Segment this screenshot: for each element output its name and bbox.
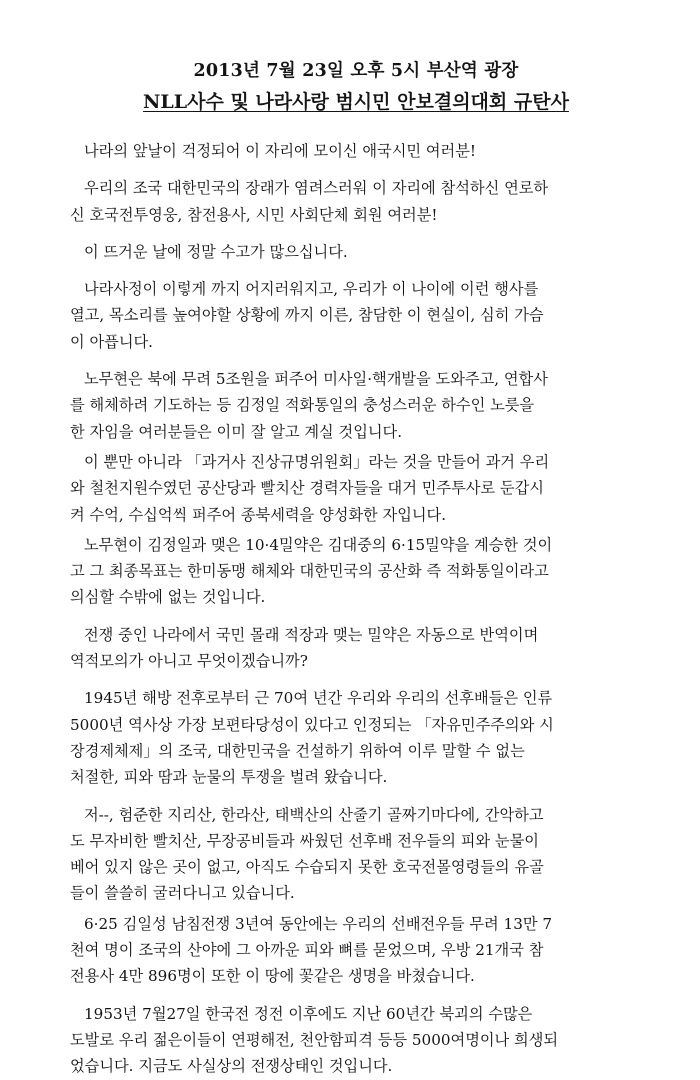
paragraph-line: 장경제체제」의 조국, 대한민국을 건설하기 위하여 이루 말할 수 없는 bbox=[70, 741, 525, 760]
paragraph-line: 도 무자비한 빨치산, 무장공비들과 싸웠던 선후배 전우들의 피와 눈물이 bbox=[70, 831, 539, 850]
paragraph-line: 이 아픕니다. bbox=[70, 332, 154, 351]
paragraph-line: 베어 있지 않은 곳이 없고, 아직도 수습되지 못한 호국전몰영령들의 유골 bbox=[70, 858, 544, 877]
paragraph-line: 이 뿐만 아니라 「과거사 진상규명위원회」라는 것을 만들어 과거 우리 bbox=[84, 452, 550, 471]
paragraph-line: 6·25 김일성 남침전쟁 3년여 동안에는 우리의 선배전우들 무려 13만 7 bbox=[84, 914, 553, 933]
paragraph-line: 와 철천지원수였던 공산당과 빨치산 경력자들을 대거 민주투사로 둔갑시 bbox=[70, 479, 544, 498]
paragraph-line: 의심할 수밖에 없는 것입니다. bbox=[70, 588, 266, 607]
paragraph-line: 천여 명이 조국의 산야에 그 아까운 피와 뼈를 묻었으며, 우방 21개국 참 bbox=[70, 941, 544, 960]
document-title-text: NLL사수 및 나라사랑 범시민 안보결의대회 규탄사 bbox=[143, 91, 569, 113]
header-date-location: 2013년 7월 23일 오후 5시 부산역 광장 bbox=[193, 61, 519, 81]
body-paragraph bbox=[70, 239, 642, 265]
paragraph-line: 를 해체하려 기도하는 등 김정일 적화통일의 충성스러운 하수인 노릇을 bbox=[70, 396, 535, 415]
body-paragraph bbox=[70, 138, 642, 164]
paragraph-line: 이 뜨거운 날에 정말 수고가 많으십니다. bbox=[84, 242, 348, 261]
paragraph-line: 역적모의가 아니고 무엇이겠습니까? bbox=[70, 652, 308, 671]
body-paragraph bbox=[70, 622, 642, 675]
paragraph-line: 노무현이 김정일과 맺은 10·4밀약은 김대중의 6·15밀약을 계승한 것이 bbox=[84, 535, 553, 554]
paragraph-line: 한 자임을 여러분들은 이미 잘 알고 계실 것입니다. bbox=[70, 422, 403, 441]
paragraph-line: 었습니다. 지금도 사실상의 전쟁상태인 것입니다. bbox=[70, 1057, 393, 1076]
paragraph-line: 나라의 앞날이 걱정되어 이 자리에 모이신 애국시민 여러분! bbox=[84, 142, 477, 160]
body-paragraph bbox=[70, 685, 642, 790]
body-paragraph bbox=[70, 366, 642, 445]
paragraph-line: 1953년 7월27일 한국전 정전 이후에도 지난 60년간 북괴의 수많은 bbox=[84, 1004, 533, 1023]
paragraph-line: 처절한, 피와 땀과 눈물의 투쟁을 벌려 왔습니다. bbox=[70, 768, 388, 787]
document-body bbox=[70, 138, 642, 1080]
body-paragraph bbox=[70, 802, 642, 907]
paragraph-line: 전용사 4만 896명이 또한 이 땅에 꽃같은 생명을 바쳤습니다. bbox=[70, 967, 475, 986]
paragraph-line: 5000년 역사상 가장 보편타당성이 있다고 인정되는 「자유민주주의와 시 bbox=[70, 715, 554, 734]
paragraph-line: 1945년 해방 전후로부터 근 70여 년간 우리와 우리의 선후배들은 인류 bbox=[84, 689, 553, 708]
paragraph-line: 들이 쓸쓸히 굴러다니고 있습니다. bbox=[70, 884, 295, 903]
paragraph-line: 노무현은 북에 무려 5조원을 퍼주어 미사일·핵개발을 도와주고, 연합사 bbox=[84, 370, 548, 389]
paragraph-line: 열고, 목소리를 높여야할 상황에 까지 이른, 참담한 이 현실이, 심히 가슴 bbox=[70, 306, 544, 325]
paragraph-line: 신 호국전투영웅, 참전용사, 시민 사회단체 회원 여러분! bbox=[70, 205, 438, 224]
document-title bbox=[70, 88, 642, 116]
body-paragraph bbox=[70, 911, 642, 990]
body-paragraph bbox=[70, 175, 642, 228]
body-paragraph bbox=[70, 276, 642, 355]
paragraph-line: 저--, 험준한 지리산, 한라산, 태백산의 산줄기 골짜기마다에, 간악하고 bbox=[84, 805, 544, 824]
paragraph-line: 우리의 조국 대한민국의 장래가 염려스러워 이 자리에 참석하신 연로하 bbox=[84, 179, 549, 198]
paragraph-line: 전쟁 중인 나라에서 국민 몰래 적장과 맺는 밀약은 자동으로 반역이며 bbox=[84, 625, 539, 644]
body-paragraph bbox=[70, 449, 642, 528]
body-paragraph bbox=[70, 532, 642, 611]
paragraph-line: 나라사정이 이렇게 까지 어지러워지고, 우리가 이 나이에 이런 행사를 bbox=[84, 280, 539, 299]
body-paragraph bbox=[70, 1001, 642, 1080]
paragraph-line: 고 그 최종목표는 한미동맹 해체와 대한민국의 공산화 즉 적화통일이라고 bbox=[70, 562, 549, 581]
paragraph-line: 켜 수억, 수십억씩 퍼주어 종북세력을 양성화한 자입니다. bbox=[70, 505, 447, 524]
paragraph-line: 도발로 우리 젊은이들이 연평해전, 천안함피격 등등 5000여명이나 희생되 bbox=[70, 1030, 559, 1049]
